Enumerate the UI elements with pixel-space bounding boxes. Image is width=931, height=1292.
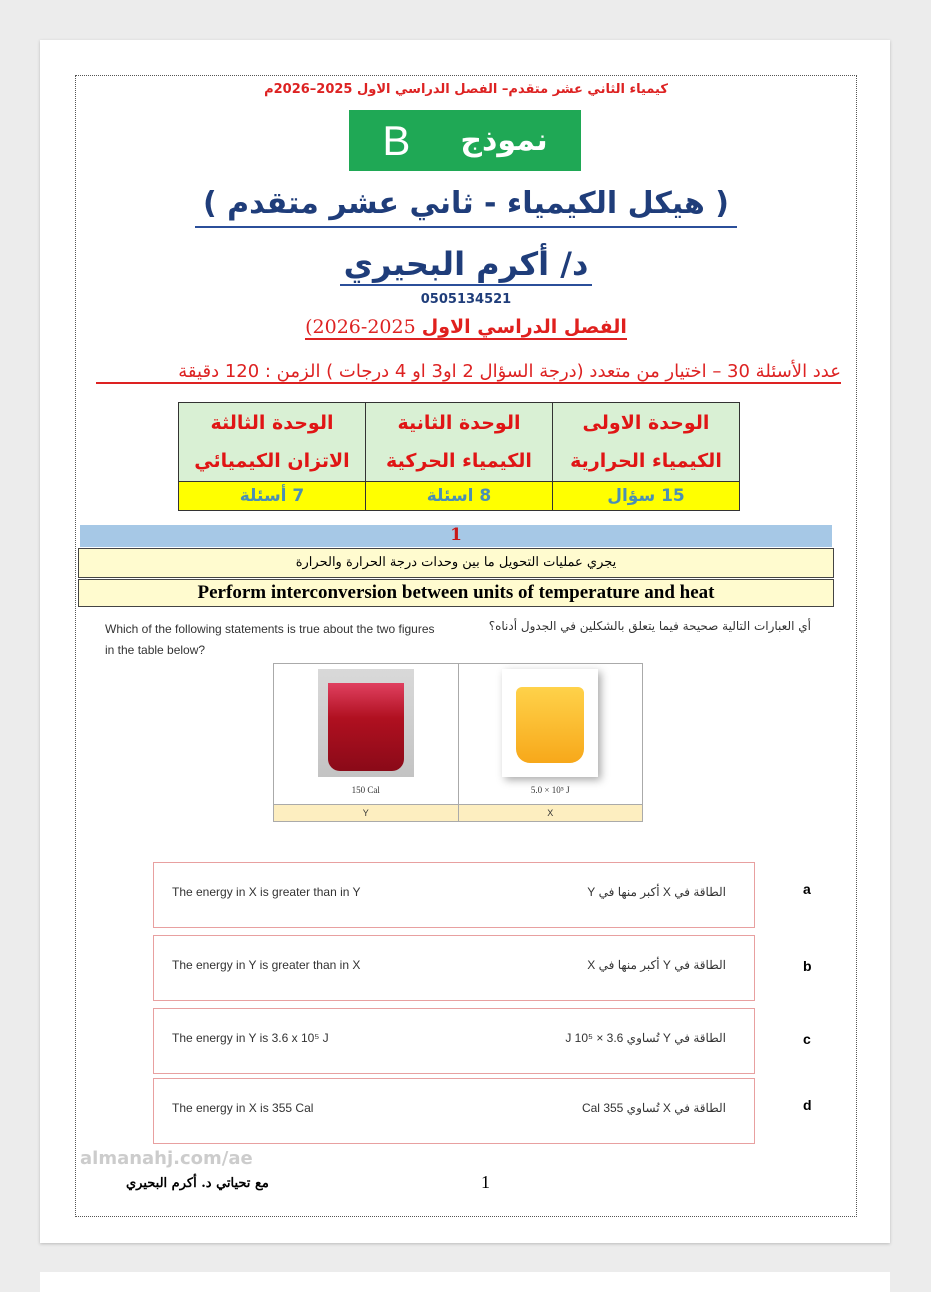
page-number: 1 — [481, 1172, 490, 1192]
unit-cell — [553, 403, 740, 482]
figure-y — [274, 664, 459, 805]
header-line: كيمياء الثاني عشر متقدم– الفصل الدراسي الاول 2025–2026م — [264, 82, 668, 97]
author-name: د/ أكرم البحيري — [340, 244, 593, 286]
unit-cell — [366, 403, 553, 482]
document-title: ( هيكل الكيمياء - ثاني عشر متقدم ) — [195, 184, 737, 228]
objective-ar: يجري عمليات التحويل ما بين وحدات درجة الحرارة والحرارة — [78, 548, 834, 578]
page-frame — [75, 75, 857, 1217]
red-drink-image — [318, 669, 414, 777]
unit-count: 7 أسئلة — [179, 482, 366, 511]
exam-info: عدد الأسئلة 30 – اختيار من متعدد (درجة السؤال 2 او3 او 4 درجات ) الزمن : 120 دقيقة — [96, 361, 841, 384]
term-years: 2025-2026) — [305, 316, 416, 338]
question-stem-en: Which of the following statements is true about the two figures in the table below? — [105, 622, 435, 657]
model-word: نموذج — [460, 123, 548, 158]
unit-topic: الكيمياء الحرارية — [570, 450, 722, 472]
option-text-en: The energy in Y is greater than in X — [172, 958, 361, 972]
next-page-edge — [40, 1272, 890, 1292]
option-text-en: The energy in X is greater than in Y — [172, 885, 361, 899]
figure-label: X — [458, 805, 643, 822]
term-label: الفصل الدراسي الاول — [421, 316, 627, 338]
model-letter: B — [382, 116, 411, 164]
orange-juice-image — [502, 669, 598, 777]
unit-cell — [179, 403, 366, 482]
option-text-ar: الطاقة في Y تُساوي J 10⁵ × 3.6 — [565, 1031, 726, 1045]
document-page — [40, 40, 890, 1243]
option-letter: d — [803, 1097, 812, 1113]
option-text-ar: الطاقة في X أكبر منها في Y — [587, 885, 726, 899]
option-c[interactable] — [153, 1008, 755, 1074]
unit-name: الوحدة الاولى — [582, 412, 710, 434]
option-a[interactable] — [153, 862, 755, 928]
figure-label: Y — [274, 805, 459, 822]
option-text-ar: الطاقة في X تُساوي 355 Cal — [581, 1101, 726, 1115]
title-wrap — [76, 184, 856, 228]
figure-x — [458, 664, 643, 805]
term-line — [76, 316, 856, 338]
option-text-en: The energy in Y is 3.6 x 10⁵ J — [172, 1031, 329, 1045]
unit-name: الوحدة الثانية — [397, 412, 521, 434]
units-table — [178, 402, 740, 511]
option-letter: b — [803, 958, 812, 974]
author-wrap — [76, 244, 856, 286]
footer-signature: مع تحياتي د. أكرم البحيري — [126, 1176, 269, 1191]
option-letter: a — [803, 881, 811, 897]
option-d[interactable] — [153, 1078, 755, 1144]
option-text-ar: الطاقة في Y أكبر منها في X — [587, 958, 726, 972]
figures-table — [273, 663, 643, 822]
figure-value: 150 Cal — [351, 785, 380, 795]
unit-name: الوحدة الثالثة — [210, 412, 334, 434]
unit-topic: الاتزان الكيميائي — [194, 450, 350, 472]
objective-en: Perform interconversion between units of temperature and heat — [78, 579, 834, 607]
unit-topic: الكيمياء الحركية — [386, 450, 532, 472]
unit-count: 8 اسئلة — [366, 482, 553, 511]
option-text-en: The energy in X is 355 Cal — [172, 1101, 314, 1115]
option-b[interactable] — [153, 935, 755, 1001]
question-stem-ar: أي العبارات التالية صحيحة فيما يتعلق بالشكلين في الجدول أدناه؟ — [488, 619, 811, 633]
question-number: 1 — [80, 525, 832, 547]
phone-number: 0505134521 — [420, 292, 512, 307]
watermark: almanahj.com/ae — [80, 1148, 253, 1169]
option-letter: c — [803, 1031, 811, 1047]
model-badge — [349, 110, 581, 171]
unit-count: 15 سؤال — [553, 482, 740, 511]
figure-value: 5.0 × 10⁵ J — [530, 785, 570, 795]
